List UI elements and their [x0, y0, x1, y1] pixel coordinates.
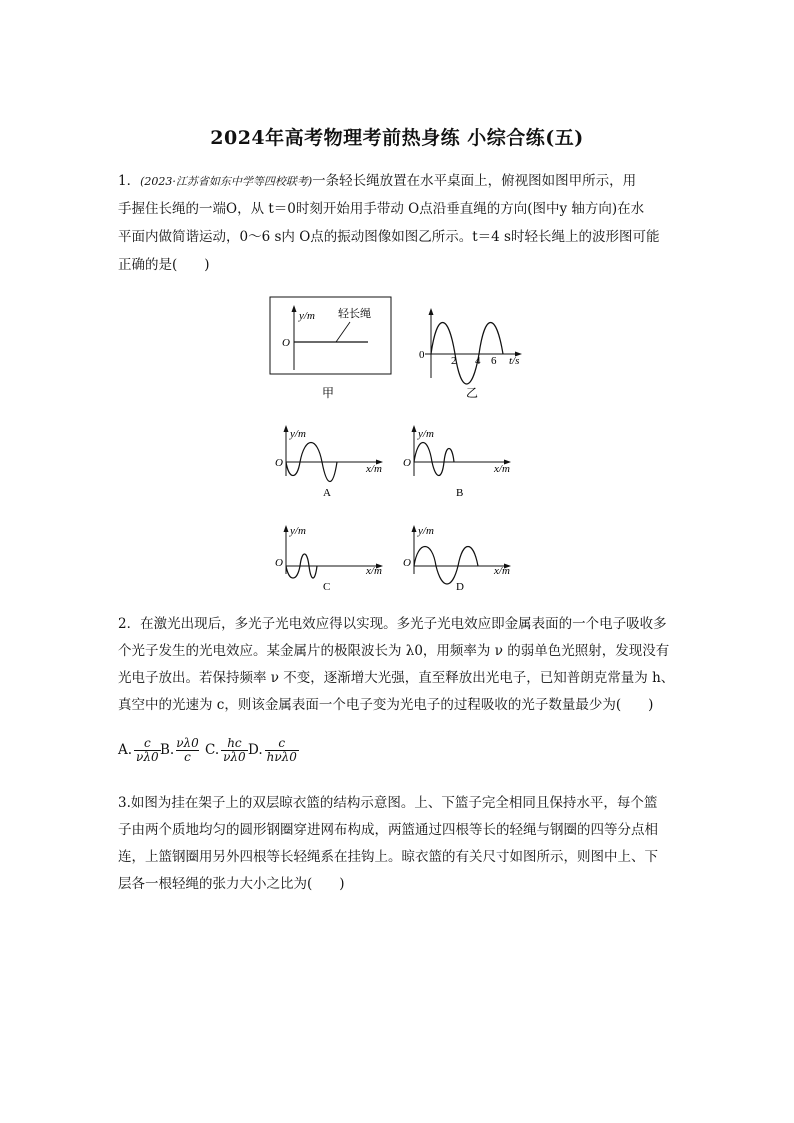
option-a-origin: O [275, 457, 283, 469]
q3-line-2: 子由两个质地均匀的圆形钢圈穿进网布构成，两篮通过四根等长的轻绳与钢圈的四等分点相 [118, 822, 658, 838]
jia-axis-y: y/m [299, 310, 315, 322]
option-b-axis-x: x/m [494, 463, 510, 475]
yi-zero: 0 [419, 349, 425, 361]
q2-option-a-fraction [134, 737, 161, 764]
q2-option-c[interactable] [205, 737, 250, 764]
q2-option-b-denominator: c [176, 750, 199, 764]
option-a-axis-x: x/m [366, 463, 382, 475]
option-c-label: C [323, 581, 331, 593]
q1-source: (2023·江苏省如东中学等四校联考) [140, 175, 313, 188]
option-b-origin: O [403, 457, 411, 469]
q3-line-3: 连，上篮钢圈用另外四根等长轻绳系在挂钩上。晾衣篮的有关尺寸如图所示，则图中上、下 [118, 849, 658, 865]
q2-option-c-denominator: νλ0 [223, 750, 246, 764]
jia-caption: 甲 [322, 386, 335, 400]
q2-option-d-label: D. [248, 742, 263, 758]
q2-option-b-label: B. [160, 742, 175, 758]
figure-jia [270, 297, 391, 400]
yi-axis-x: t/s [509, 355, 520, 367]
option-d-axis-x: x/m [494, 565, 510, 577]
jia-rope-label: 轻长绳 [338, 308, 371, 320]
figure-yi [419, 308, 522, 400]
q2-option-d[interactable] [248, 737, 301, 764]
q1-number: 1． [118, 173, 141, 189]
q2-option-a-denominator: νλ0 [136, 750, 159, 764]
q2-line-3: 光电子放出。若保持频率 ν 不变，逐渐增大光强，直至释放出光电子，已知普朗克常量为 h、 [118, 670, 675, 686]
q2-option-a-label: A. [118, 742, 133, 758]
option-a-axis-y: y/m [290, 428, 306, 440]
q1-line-4: 正确的是( ) [118, 257, 210, 273]
yi-tick-4: 4 [475, 355, 481, 367]
q3-line-1: 3.如图为挂在架子上的双层晾衣篮的结构示意图。上、下篮子完全相同且保持水平，每个篮 [118, 795, 658, 811]
q2-line-1: 2．在激光出现后，多光子光电效应得以实现。多光子光电效应即金属表面的一个电子吸收多 [118, 616, 667, 632]
option-d-origin: O [403, 557, 411, 569]
yi-caption: 乙 [466, 386, 479, 400]
yi-tick-2: 2 [451, 355, 457, 367]
option-c-axis-x: x/m [366, 565, 382, 577]
q2-line-2: 个光子发生的光电效应。某金属片的极限波长为 λ0，用频率为 ν 的弱单色光照射，发现没有 [118, 643, 670, 659]
q2-option-a-numerator: c [143, 736, 151, 750]
q1-line-1-rest: 一条轻长绳放置在水平桌面上，俯视图如图甲所示，用 [312, 173, 637, 189]
option-d-graph [403, 525, 511, 593]
option-a-graph [275, 425, 383, 499]
q2-option-d-numerator: c [278, 736, 286, 750]
q2-option-b[interactable] [160, 737, 201, 764]
q2-option-b-fraction [176, 737, 199, 764]
q2-option-c-label: C. [205, 742, 220, 758]
q2-option-c-numerator: hc [227, 736, 242, 750]
option-a-label: A [323, 487, 331, 499]
option-b-graph [403, 425, 511, 499]
jia-origin: O [282, 337, 290, 349]
option-d-label: D [456, 581, 464, 593]
q2-option-b-numerator: νλ0 [176, 736, 199, 750]
q2-option-d-denominator: hνλ0 [266, 750, 297, 764]
yi-tick-6: 6 [491, 355, 497, 367]
page-title: 2024年高考物理考前热身练 小综合练(五) [210, 127, 584, 149]
option-b-label: B [456, 487, 464, 499]
option-b-axis-y: y/m [418, 428, 434, 440]
option-c-graph [275, 525, 383, 593]
q1-line-2: 手握住长绳的一端O，从 t＝0时刻开始用手带动 O点沿垂直绳的方向(图中y 轴方向)在水 [118, 201, 645, 217]
option-d-axis-y: y/m [418, 525, 434, 537]
option-c-origin: O [275, 557, 283, 569]
q3-line-4: 层各一根轻绳的张力大小之比为( ) [118, 876, 345, 892]
q2-option-d-fraction [265, 737, 299, 764]
q1-line-3: 平面内做简谐运动，0～6 s内 O点的振动图像如图乙所示。t＝4 s时轻长绳上的波形图可能 [118, 229, 660, 245]
option-c-axis-y: y/m [290, 525, 306, 537]
q2-line-4: 真空中的光速为 c，则该金属表面一个电子变为光电子的过程吸收的光子数量最少为( ) [118, 697, 654, 713]
q2-option-a[interactable] [118, 737, 163, 764]
q2-option-c-fraction [221, 737, 248, 764]
